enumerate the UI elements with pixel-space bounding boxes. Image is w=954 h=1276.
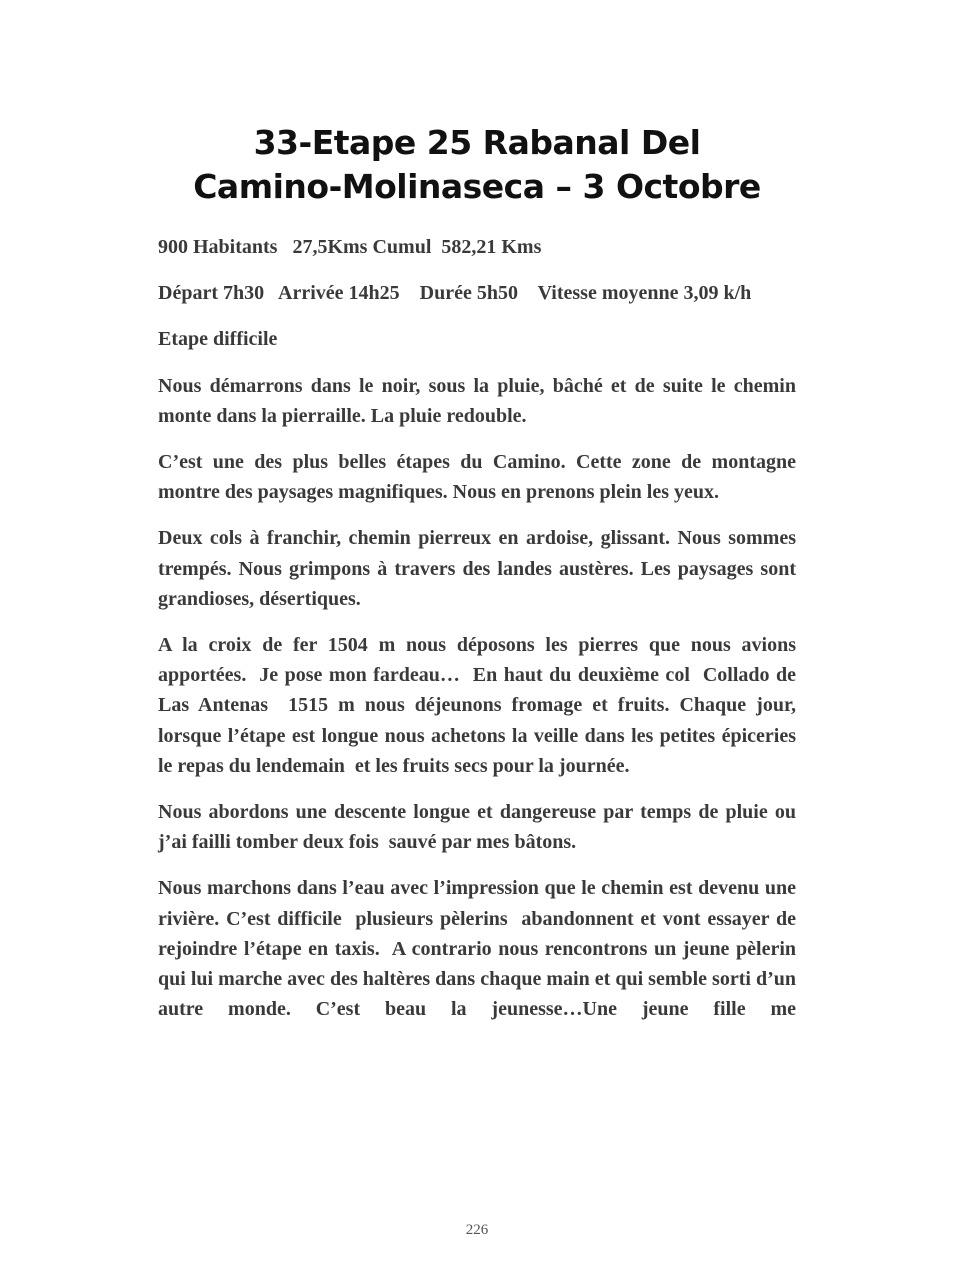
chapter-title (158, 121, 796, 209)
chapter-title-line-1: 33-Etape 25 Rabanal Del (253, 123, 701, 162)
page-number: 226 (465, 1222, 489, 1238)
paragraph: A la croix de fer 1504 m nous déposons les pierres que nous avions apportées. Je pose mon fardeau… En haut du deuxième col Collado de Las Antenas 1515 m nous déjeunons fromage et fruits. Chaque jour, lorsque l’étape est longue nous achetons la veille dans les petites épiceries le repas du lendemain et les fruits secs pour la journée. (158, 634, 801, 777)
body-text (158, 232, 801, 1024)
paragraph: Nous démarrons dans le noir, sous la pluie, bâché et de suite le chemin monte dans la pierraille. La pluie redouble. (158, 374, 796, 427)
paragraph: Nous abordons une descente longue et dangereuse par temps de pluie ou j’ai failli tomber deux fois sauvé par mes bâtons. (158, 801, 801, 854)
paragraph: Deux cols à franchir, chemin pierreux en ardoise, glissant. Nous sommes trempés. Nous grimpons à travers des landes austères. Les paysages sont grandioses, désertiques. (158, 527, 796, 610)
paragraph: C’est une des plus belles étapes du Camino. Cette zone de montagne montre des paysages magnifiques. Nous en prenons plein les yeux. (158, 451, 796, 504)
paragraph: Nous marchons dans l’eau avec l’impression que le chemin est devenu une rivière. C’est difficile plusieurs pèlerins abandonnent et vont essayer de rejoindre l’étape en taxis. A contrario nous rencontrons un jeune pèlerin qui lui marche avec des haltères dans chaque main et qui semble sorti d’un autre monde. C’est beau la jeunesse…Une jeune fille me (158, 877, 801, 1021)
stage-difficulty: Etape difficile (158, 328, 278, 351)
stage-stats: 900 Habitants 27,5Kms Cumul 582,21 Kms (158, 236, 542, 258)
chapter-title-line-2: Camino-Molinaseca – 3 Octobre (193, 167, 761, 206)
stage-times: Départ 7h30 Arrivée 14h25 Durée 5h50 Vitesse moyenne 3,09 k/h (158, 282, 752, 305)
